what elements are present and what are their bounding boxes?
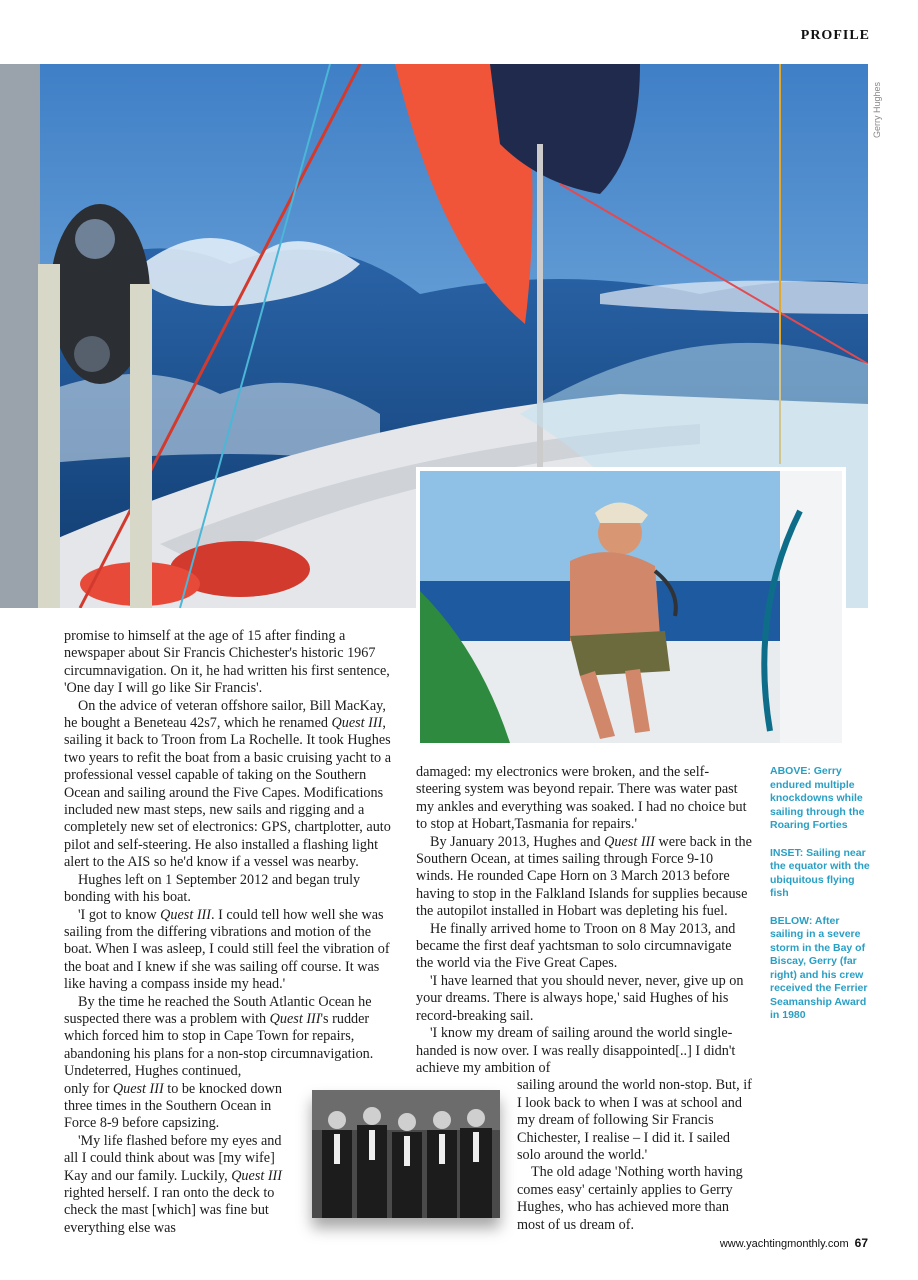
paragraph: Hughes left on 1 September 2012 and began truly bonding with his boat. xyxy=(64,871,361,906)
page-footer xyxy=(720,1236,868,1250)
paragraph: He finally arrived home to Troon on 8 May 2013, and became the first deaf yachtsman to solo circumnavigate the world via the Five Great Capes. xyxy=(416,920,736,972)
caption-above: ABOVE: Gerry endured multiple knockdowns while sailing through the Roaring Forties xyxy=(770,765,865,831)
caption-inset: INSET: Sailing near the equator with the ubiquitous flying fish xyxy=(770,846,870,899)
paragraph: 'I got to know Quest III. I could tell how well she was sailing from the differing vibrations and motion of the boat. When I was asleep, I could still feel the vibration of the boat and I knew if she was sailing off course. It was like having a compass inside my head.' xyxy=(64,906,390,993)
paragraph: 'My life flashed before my eyes and all I could think about was [my wife] Kay and our family. Luckily, Quest III righted herself. I ran onto the deck to check the mast [which] was fine but everything else was xyxy=(64,1132,283,1236)
crew-illustration xyxy=(312,1090,500,1218)
paragraph: sailing around the world non-stop. But, if I look back to when I was at school and my dream of following Sir Francis Chichester, I realise – I did it. I sailed solo around the world.' xyxy=(517,1077,752,1163)
inset-illustration xyxy=(420,471,842,743)
paragraph: By January 2013, Hughes and Quest III were back in the Southern Ocean, at times sailing through Force 9-10 winds. He rounded Cape Horn on 3 March 2013 before having to stop in the Falkland Islands for supplies because the autopilot installed in Hobart was depleting his fuel. xyxy=(416,833,752,920)
crew-photo xyxy=(312,1090,500,1218)
caption-below: BELOW: After sailing in a severe storm in the Bay of Biscay, Gerry (far right) and his crew received the Ferrier Seamanship Award in 1980 xyxy=(770,914,868,1021)
paragraph: promise to himself at the age of 15 after finding a newspaper about Sir Francis Chichester's historic 1967 circumnavigation. On it, he had written his first sentence, 'One day I will go like Sir Francis'. xyxy=(64,628,390,697)
paragraph: 'I have learned that you should never, never, give up on your dreams. There is always hope,' said Hughes of his record-breaking sail. xyxy=(416,972,744,1024)
paragraph: The old adage 'Nothing worth having comes easy' certainly applies to Gerry Hughes, who has achieved more than most of us dream of. xyxy=(517,1164,743,1233)
section-label: PROFILE xyxy=(800,28,870,43)
paragraph: On the advice of veteran offshore sailor, Bill MacKay, he bought a Beneteau 42s7, which he renamed Quest III, sailing it back to Troon from La Rochelle. It took Hughes two years to refit the boat from a basic cruising yacht to a professional vessel capable of taking on the Southern Ocean and sailing around the Five Capes. Modifications included new mast steps, new sails and rigging and a completely new set of electronics: GPS, chartplotter, auto pilot and self-steering. He also installed a flashing light alert to the AIS so he'd know if a vessel was nearby. xyxy=(64,697,391,871)
paragraph: 'I know my dream of sailing around the world single-handed is now over. I was really disappointed[..] I didn't achieve my ambition of xyxy=(416,1025,736,1076)
paragraph: only for Quest III to be knocked down three times in the Southern Ocean in Force 8-9 before capsizing. xyxy=(64,1080,282,1132)
paragraph: damaged: my electronics were broken, and the self-steering system was beyond repair. There was water past my ankles and everything was soaked. I had no choice but to stop at Hobart,Tasmania for repairs.' xyxy=(416,764,747,833)
photo-credit: Gerry Hughes xyxy=(872,81,882,138)
column-1-wrap xyxy=(64,1081,290,1238)
page-number: 67 xyxy=(854,1236,868,1250)
paragraph: By the time he reached the South Atlantic Ocean he suspected there was a problem with Quest III's rudder which forced him to stop in Cape Town for repairs, abandoning his plans for a non-stop circumnavigation. Undeterred, Hughes continued, xyxy=(64,993,374,1080)
website-url: www.yachtingmonthly.com xyxy=(719,1238,849,1250)
inset-photo xyxy=(416,467,846,747)
photo-captions xyxy=(770,765,870,1037)
column-2-wrap xyxy=(517,1077,752,1234)
